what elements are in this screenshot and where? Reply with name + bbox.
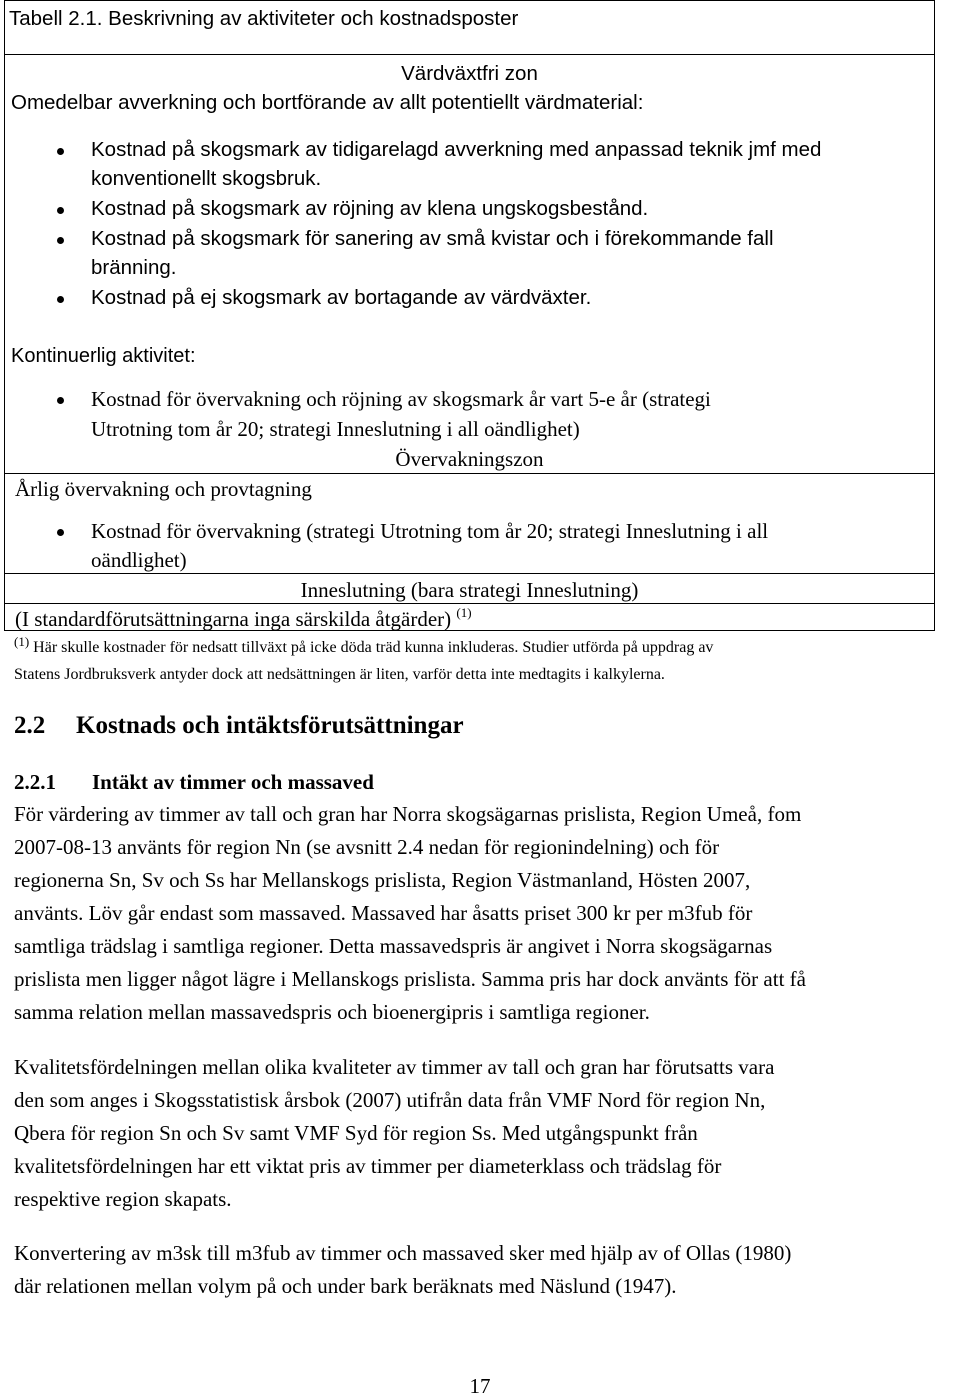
standard-note: (I standardförutsättningarna inga särskilda åtgärder) $^{(1)}$ xyxy=(15,605,472,631)
table-divider xyxy=(5,573,934,574)
zone-monitor-label: Övervakningszon xyxy=(395,447,544,471)
table-divider xyxy=(5,603,934,604)
section-number: 2.2 xyxy=(14,712,46,739)
immediate-heading: Omedelbar avverkning och bortförande av allt potentiellt värdmaterial: xyxy=(11,91,644,114)
footnote-marker: (1) xyxy=(14,634,30,649)
section-heading xyxy=(14,712,464,740)
section-title: Kostnads och intäktsförutsättningar xyxy=(76,712,464,739)
bullet-icon xyxy=(57,207,64,214)
text-line: prislista men ligger något lägre i Mellanskogs prislista. Samma pris har dock använts för att få xyxy=(14,967,806,991)
paragraph xyxy=(14,1237,954,1303)
text-line: 2007-08-13 använts för region Nn (se avsnitt 2.4 nedan för regionindelning) och för xyxy=(14,835,720,859)
paragraph xyxy=(14,798,954,1029)
bullet-icon xyxy=(57,237,64,244)
list-item: Kostnad på skogsmark av tidigarelagd avverkning med anpassad teknik jmf med xyxy=(91,138,822,161)
list-item-continuation: konventionellt skogsbruk. xyxy=(91,167,322,190)
footnote-text: Här skulle kostnader för nedsatt tillväxt på icke döda träd kunna inkluderas. Studier utförda på uppdrag av xyxy=(33,639,714,656)
table-divider xyxy=(5,54,934,55)
text-line: samtliga trädslag i samtliga regioner. Detta massavedspris är angivet i Norra skogsägarnas xyxy=(14,934,773,958)
list-item: Kostnad på ej skogsmark av bortagande av värdväxter. xyxy=(91,286,592,309)
list-item: Kostnad för övervakning (strategi Utrotning tom år 20; strategi Inneslutning i all xyxy=(91,519,769,543)
bullet-icon xyxy=(57,397,64,404)
activities-table xyxy=(4,0,935,631)
continuous-heading: Kontinuerlig aktivitet: xyxy=(11,345,196,367)
zone-free-label: Värdväxtfri zon xyxy=(401,62,538,85)
subsection-heading xyxy=(14,770,374,795)
footnote-ref: (1) xyxy=(456,605,472,620)
list-item: Kostnad på skogsmark av röjning av klena ungskogsbestånd. xyxy=(91,197,649,220)
yearly-heading: Årlig övervakning och provtagning xyxy=(15,477,312,501)
list-item-continuation: bränning. xyxy=(91,256,177,279)
text-line: Kvalitetsfördelningen mellan olika kvaliteter av timmer av tall och gran har förutsatts vara xyxy=(14,1055,775,1079)
footnote-line xyxy=(14,634,714,656)
subsection-title: Intäkt av timmer och massaved xyxy=(92,770,374,794)
bullet-icon xyxy=(57,296,64,303)
text-line: där relationen mellan volym på och under bark beräknats med Näslund (1947). xyxy=(14,1274,677,1298)
zone-contain-label: Inneslutning (bara strategi Inneslutning) xyxy=(300,578,639,602)
text-line: den som anges i Skogsstatistisk årsbok (2007) utifrån data från VMF Nord för region Nn, xyxy=(14,1088,766,1112)
list-item: Kostnad för övervakning och röjning av skogsmark år vart 5-e år (strategi xyxy=(91,387,711,411)
text-line: kvalitetsfördelningen har ett viktat pris av timmer per diameterklass och trädslag för xyxy=(14,1154,722,1178)
text-line: Qbera för region Sn och Sv samt VMF Syd för region Ss. Med utgångspunkt från xyxy=(14,1121,698,1145)
subsection-number: 2.2.1 xyxy=(14,770,56,794)
bullet-icon xyxy=(57,529,64,536)
list-item: Kostnad på skogsmark för sanering av små kvistar och i förekommande fall xyxy=(91,227,774,250)
page-number: 17 xyxy=(469,1374,491,1398)
bullet-icon xyxy=(57,148,64,155)
paragraph xyxy=(14,1051,954,1216)
text-line: respektive region skapats. xyxy=(14,1187,232,1211)
table-divider xyxy=(5,473,934,474)
text-line: Konvertering av m3sk till m3fub av timmer och massaved sker med hjälp av of Ollas (1980) xyxy=(14,1241,792,1265)
text-line: använts. Löv går endast som massaved. Massaved har åsatts priset 300 kr per m3fub för xyxy=(14,901,753,925)
list-item-continuation: Utrotning tom år 20; strategi Inneslutning i all oändlighet) xyxy=(91,417,580,441)
footnote-line: Statens Jordbruksverk antyder dock att nedsättningen är liten, varför detta inte medtagits i kalkylerna. xyxy=(14,666,665,683)
text-line: För värdering av timmer av tall och gran har Norra skogsägarnas prislista, Region Umeå, fom xyxy=(14,802,802,826)
table-caption: Tabell 2.1. Beskrivning av aktiviteter och kostnadsposter xyxy=(9,7,519,30)
text-line: regionerna Sn, Sv och Ss har Mellanskogs prislista, Region Västmanland, Hösten 2007, xyxy=(14,868,751,892)
list-item-continuation: oändlighet) xyxy=(91,548,187,572)
text-line: samma relation mellan massavedspris och bioenergipris i samtliga regioner. xyxy=(14,1000,650,1024)
